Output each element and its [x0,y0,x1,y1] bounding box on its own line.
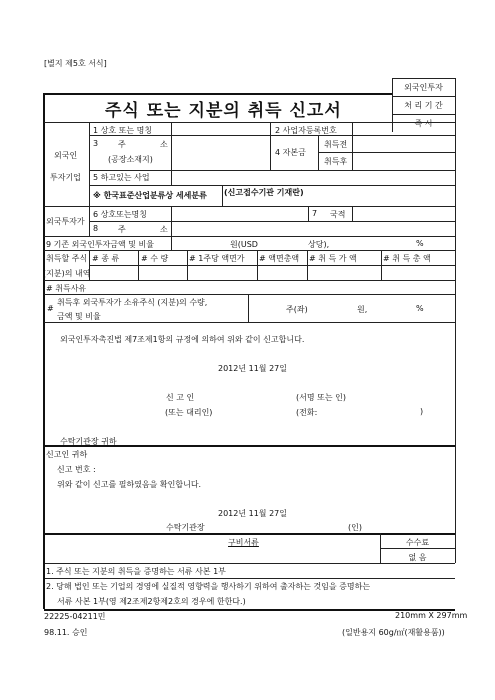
company-address-char2: 소 [160,140,168,149]
acq-col-quantity: # 수 량 [141,254,169,263]
footer-paper: (일반용지 60g/㎡(재활용품)) [342,628,445,637]
receipt-date: 2012년 11월 27일 [218,509,287,518]
receipt-seal: (인) [348,523,362,532]
doc-item-1: 1. 주식 또는 지분의 취득을 증명하는 서류 사본 1부 [46,567,226,576]
company-address-char1: 주 [118,140,126,149]
fee-title: 수수료 [405,538,430,547]
after-acq-label-2: 금액 및 비율 [57,312,101,321]
business-reg-no-label: 2 사업자등록번호 [275,126,337,135]
after-shares: 주(좌) [286,305,308,314]
existing-investment-equiv: 상당), [308,240,330,249]
agent-label: (또는 대리인) [165,408,213,417]
doc-item-2-line1: 2. 당해 법인 또는 기업의 경영에 실질적 영향력을 행사하기 위하여 출자하는 것임을 증명하는 [46,582,371,591]
investor-address-num: 8 [93,224,99,233]
nationality-num: 7 [312,209,318,218]
declarant-signature-label: (서명 또는 인) [296,393,346,402]
fee-value: 없 음 [408,553,427,562]
investor-address-char2: 소 [160,225,168,234]
phone-label: (전화: [296,408,318,417]
phone-close: ) [420,407,424,416]
acq-col-par-value: # 1주당 액면가 [189,254,245,263]
nationality-label: 국적 [330,210,346,219]
company-section-label-2: 투자기업 [50,173,81,182]
investor-name-label: 6 상호또는명칭 [93,210,148,219]
declaration-text: 외국인투자촉진법 제7조제1항의 규정에 의하여 위와 같이 신고합니다. [60,335,305,344]
ksic-note: (신고접수기관 기재란) [224,188,304,197]
existing-investment-label: 9 기존 외국인투자금액 및 비율 [46,240,154,249]
capital-label: 4 자본금 [275,148,306,157]
acq-section-label-1: 취득할 주식 [46,254,88,263]
footer-code: 22225-04211민 [44,612,106,621]
after-won: 원, [357,305,368,314]
page-title: 주식 또는 지분의 취득 신고서 [105,101,342,121]
side-box-row2: 처 리 기 간 [404,101,443,110]
investor-section-label: 외국투자가 [46,217,85,226]
acq-reason-label: # 취득사유 [46,284,87,293]
acq-col-type: # 종 류 [92,254,120,263]
footer-approval: 98.11. 승인 [44,628,88,637]
existing-investment-won: 원(USD [230,240,258,249]
capital-after-label: 취득후 [324,157,348,166]
after-acq-label-1: 취득후 외국투자가 소유주식 (지분)의 수량, [57,298,208,307]
receipt-addressee: 신고인 귀하 [46,450,88,459]
ksic-label: ※ 한국표준산업분류상 세세분류 [93,191,207,200]
receipt-head: 수탁기관장 [166,523,205,532]
declarant-label: 신 고 인 [166,393,195,402]
receipt-confirm-text: 위와 같이 신고를 필하였음을 확인합니다. [57,480,202,489]
acq-col-price: # 취 득 가 액 [309,254,357,263]
declaration-date: 2012년 11월 27일 [218,364,287,373]
doc-item-2-line2: 서류 사본 1부(영 제2조제2항제2호의 경우에 한한다.) [57,597,246,606]
existing-investment-pct: % [416,239,424,248]
side-box-row1: 외국인투자 [404,83,443,92]
company-name-label: 1 상호 또는 명칭 [93,126,153,135]
capital-before-label: 취득전 [324,140,348,149]
side-box-row3: 즉 시 [414,119,433,128]
after-pct: % [416,304,424,313]
after-hash: # [47,304,54,313]
acq-col-total-par: # 액면총액 [259,254,300,263]
business-activity-label: 5 하고있는 사업 [93,173,150,182]
company-address-num: 3 [93,139,99,148]
footer-size: 210mm X 297mm [395,611,468,620]
factory-location-label: (공장소재지) [108,155,153,164]
addressee: 수탁기관장 귀하 [60,437,117,446]
receipt-number-label: 신고 번호 : [57,465,96,474]
acq-col-total-price: # 취 득 총 액 [383,254,431,263]
company-section-label-1: 외국인 [54,151,78,160]
investor-address-char1: 주 [118,225,126,234]
docs-title: 구비서류 [228,538,259,547]
form-number: [별지 제5호 서식] [44,59,107,68]
acq-section-label-2: (지분)의 내역 [43,269,91,278]
